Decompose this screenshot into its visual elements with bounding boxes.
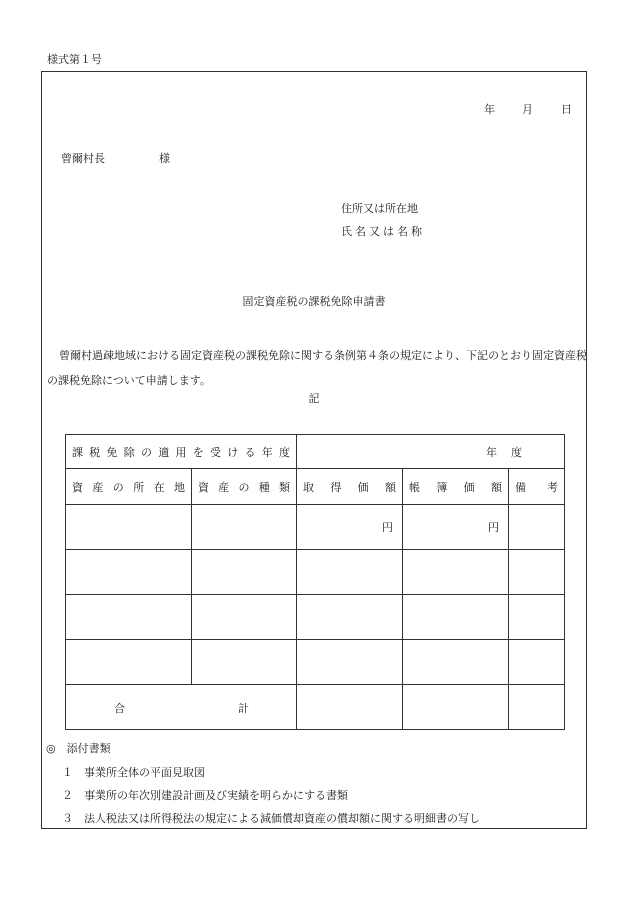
addressee-honorific: 様: [159, 152, 170, 165]
cell-acquisition-price[interactable]: [297, 595, 403, 640]
cell-remarks[interactable]: [509, 640, 565, 685]
cell-acquisition-price[interactable]: [297, 550, 403, 595]
attachment-text: 法人税法又は所得税法の規定による減価償却資産の償却額に関する明細書の写し: [84, 812, 480, 825]
cell-asset-type[interactable]: [192, 595, 297, 640]
total-row: [66, 685, 565, 730]
header-asset-type: 資産の種類: [192, 469, 297, 505]
total-acquisition-price[interactable]: [297, 685, 403, 730]
fiscal-year-do: 度: [511, 446, 522, 459]
attachment-number: ３: [62, 812, 73, 825]
table-row: [66, 505, 565, 550]
date-day-label: 日: [561, 103, 572, 116]
asset-table: [65, 434, 565, 730]
cell-asset-type[interactable]: [192, 505, 297, 550]
attachment-item: [62, 764, 205, 780]
cell-asset-location[interactable]: [66, 505, 192, 550]
attachments-heading: ◎ 添付書類: [46, 742, 111, 755]
header-asset-location: 資産の所在地: [66, 469, 192, 505]
total-remarks[interactable]: [509, 685, 565, 730]
cell-acquisition-price[interactable]: [297, 640, 403, 685]
total-label-left: 合: [114, 702, 125, 715]
application-form-frame: [41, 71, 587, 829]
total-label-right: 計: [238, 702, 249, 715]
attachment-number: ２: [62, 789, 73, 802]
fiscal-year-nen: 年: [486, 446, 497, 459]
attachment-number: １: [62, 766, 73, 779]
attachment-text: 事業所全体の平面見取図: [84, 766, 205, 779]
cell-book-value[interactable]: [403, 550, 509, 595]
table-row: [66, 595, 565, 640]
date-month-label: 月: [522, 103, 533, 116]
addressee-name: 曾爾村長: [61, 152, 105, 165]
header-book-value: 帳簿価額: [403, 469, 509, 505]
fiscal-year-row: [66, 435, 565, 469]
table-row: [66, 550, 565, 595]
header-remarks: 備考: [509, 469, 565, 505]
cell-acquisition-price[interactable]: 円: [297, 505, 403, 550]
cell-remarks[interactable]: [509, 550, 565, 595]
fiscal-year-value-cell[interactable]: [297, 435, 565, 469]
attachment-text: 事業所の年次別建設計画及び実績を明らかにする書類: [84, 789, 348, 802]
cell-asset-type[interactable]: [192, 550, 297, 595]
applicant-name-label: 氏名又は名称: [341, 225, 425, 238]
cell-asset-location[interactable]: [66, 640, 192, 685]
total-label-cell: [66, 685, 297, 730]
applicant-address-label: 住所又は所在地: [341, 202, 418, 215]
cell-asset-location[interactable]: [66, 550, 192, 595]
cell-book-value[interactable]: 円: [403, 505, 509, 550]
cell-book-value[interactable]: [403, 595, 509, 640]
header-acquisition-price: 取得価額: [297, 469, 403, 505]
cell-remarks[interactable]: [509, 505, 565, 550]
cell-asset-type[interactable]: [192, 640, 297, 685]
total-book-value[interactable]: [403, 685, 509, 730]
fiscal-year-label: 課税免除の適用を受ける年度: [66, 435, 297, 469]
cell-book-value[interactable]: [403, 640, 509, 685]
attachment-item: [62, 810, 480, 826]
header-row: [66, 469, 565, 505]
table-row: [66, 640, 565, 685]
attachment-item: [62, 787, 348, 803]
cell-remarks[interactable]: [509, 595, 565, 640]
application-body-text: 曾爾村過疎地域における固定資産税の課税免除に関する条例第４条の規定により、下記のとおり固定資産税の課税免除について申請します。: [47, 349, 587, 387]
date-year-label: 年: [484, 103, 495, 116]
ki-marker: 記: [308, 392, 320, 405]
form-number: 様式第１号: [47, 53, 102, 66]
document-title: 固定資産税の課税免除申請書: [242, 295, 386, 308]
cell-asset-location[interactable]: [66, 595, 192, 640]
